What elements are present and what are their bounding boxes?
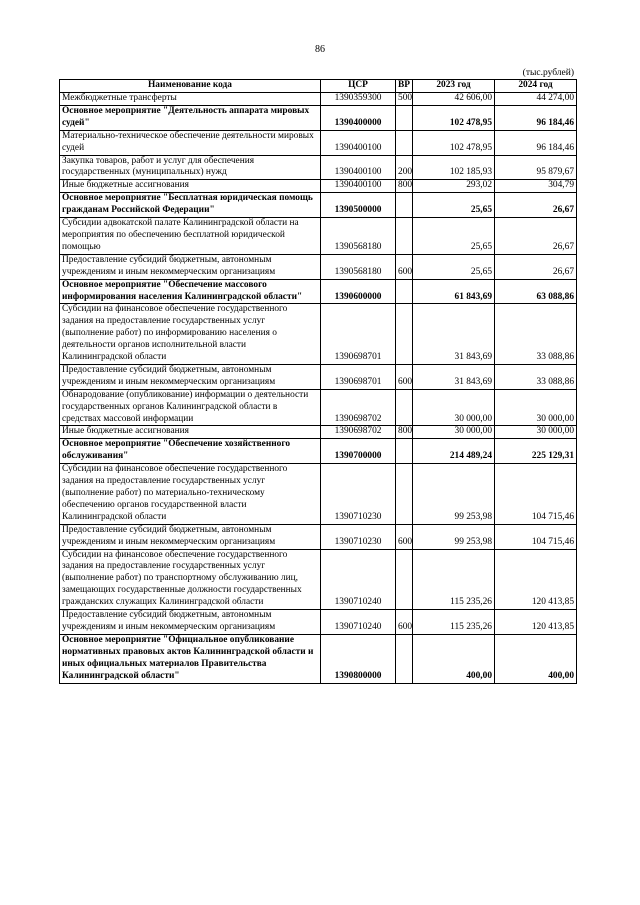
cell-2024: 400,00 bbox=[495, 634, 577, 683]
cell-vr bbox=[396, 193, 413, 218]
cell-name: Субсидии на финансовое обеспечение государственного задания на предоставление государственных услуг (выполнение работ) по транспортному обслуживанию лиц, замещающих государственные должности государственных гражданских служащих Калининградской области bbox=[60, 549, 321, 610]
table-row bbox=[60, 218, 577, 255]
cell-2023: 102 478,95 bbox=[413, 105, 495, 130]
cell-vr: 200 bbox=[396, 155, 413, 180]
cell-csr: 1390500000 bbox=[321, 193, 396, 218]
cell-vr: 800 bbox=[396, 426, 413, 439]
cell-2023: 31 843,69 bbox=[413, 364, 495, 389]
cell-csr: 1390568180 bbox=[321, 218, 396, 255]
cell-csr: 1390710230 bbox=[321, 464, 396, 525]
table-row bbox=[60, 105, 577, 130]
cell-2024: 33 088,86 bbox=[495, 364, 577, 389]
table-row bbox=[60, 155, 577, 180]
cell-csr: 1390698701 bbox=[321, 364, 396, 389]
table-row bbox=[60, 634, 577, 683]
cell-2023: 30 000,00 bbox=[413, 389, 495, 426]
cell-csr: 1390710240 bbox=[321, 549, 396, 610]
cell-vr: 500 bbox=[396, 93, 413, 106]
cell-2023: 115 235,26 bbox=[413, 549, 495, 610]
cell-csr: 1390600000 bbox=[321, 279, 396, 304]
header-2023: 2023 год bbox=[413, 80, 495, 93]
table-row bbox=[60, 93, 577, 106]
cell-2024: 95 879,67 bbox=[495, 155, 577, 180]
cell-2023: 31 843,69 bbox=[413, 304, 495, 365]
cell-2023: 99 253,98 bbox=[413, 464, 495, 525]
table-row bbox=[60, 524, 577, 549]
cell-csr: 1390400100 bbox=[321, 180, 396, 193]
cell-2024: 63 088,86 bbox=[495, 279, 577, 304]
cell-name: Предоставление субсидий бюджетным, автономным учреждениям и иным некоммерческим организациям bbox=[60, 524, 321, 549]
cell-vr: 600 bbox=[396, 254, 413, 279]
table-header-row bbox=[60, 80, 577, 93]
cell-name: Предоставление субсидий бюджетным, автономным учреждениям и иным некоммерческим организациям bbox=[60, 364, 321, 389]
cell-name: Предоставление субсидий бюджетным, автономным учреждениям и иным некоммерческим организациям bbox=[60, 254, 321, 279]
cell-2023: 214 489,24 bbox=[413, 439, 495, 464]
cell-2024: 96 184,46 bbox=[495, 130, 577, 155]
cell-csr: 1390698702 bbox=[321, 426, 396, 439]
header-vr: ВР bbox=[396, 80, 413, 93]
cell-2024: 104 715,46 bbox=[495, 464, 577, 525]
cell-csr: 1390698702 bbox=[321, 389, 396, 426]
cell-csr: 1390400100 bbox=[321, 130, 396, 155]
cell-2024: 225 129,31 bbox=[495, 439, 577, 464]
cell-2023: 99 253,98 bbox=[413, 524, 495, 549]
cell-name: Основное мероприятие "Бесплатная юридическая помощь гражданам Российской Федерации" bbox=[60, 193, 321, 218]
cell-name: Основное мероприятие "Обеспечение массового информирования населения Калининградской области" bbox=[60, 279, 321, 304]
header-name: Наименование кода bbox=[60, 80, 321, 93]
cell-2024: 26,67 bbox=[495, 193, 577, 218]
cell-vr bbox=[396, 389, 413, 426]
cell-2023: 115 235,26 bbox=[413, 610, 495, 635]
cell-2023: 102 478,95 bbox=[413, 130, 495, 155]
budget-table bbox=[59, 79, 577, 684]
header-csr: ЦСР bbox=[321, 80, 396, 93]
cell-2023: 400,00 bbox=[413, 634, 495, 683]
cell-csr: 1390400000 bbox=[321, 105, 396, 130]
cell-vr bbox=[396, 304, 413, 365]
table-row bbox=[60, 130, 577, 155]
table-row bbox=[60, 279, 577, 304]
cell-csr: 1390710230 bbox=[321, 524, 396, 549]
cell-2023: 25,65 bbox=[413, 193, 495, 218]
table-row bbox=[60, 389, 577, 426]
cell-2024: 26,67 bbox=[495, 254, 577, 279]
cell-csr: 1390800000 bbox=[321, 634, 396, 683]
table-row bbox=[60, 426, 577, 439]
cell-2023: 61 843,69 bbox=[413, 279, 495, 304]
table-row bbox=[60, 254, 577, 279]
cell-2024: 304,79 bbox=[495, 180, 577, 193]
cell-vr bbox=[396, 105, 413, 130]
cell-name: Субсидии на финансовое обеспечение государственного задания на предоставление государственных услуг (выполнение работ) по материально-техническому обеспечению органов государственной власти Калининградской области bbox=[60, 464, 321, 525]
cell-name: Основное мероприятие "Деятельность аппарата мировых судей" bbox=[60, 105, 321, 130]
cell-csr: 1390568180 bbox=[321, 254, 396, 279]
cell-2024: 120 413,85 bbox=[495, 549, 577, 610]
cell-csr: 1390400100 bbox=[321, 155, 396, 180]
units-label: (тыс.рублей) bbox=[522, 68, 574, 78]
cell-name: Материально-техническое обеспечение деятельности мировых судей bbox=[60, 130, 321, 155]
page-number: 86 bbox=[315, 44, 325, 55]
cell-vr: 600 bbox=[396, 524, 413, 549]
cell-name: Предоставление субсидий бюджетным, автономным учреждениям и иным некоммерческим организациям bbox=[60, 610, 321, 635]
cell-2023: 293,02 bbox=[413, 180, 495, 193]
cell-name: Основное мероприятие "Официальное опубликование нормативных правовых актов Калининградской области и иных официальных материалов Правительства Калининградской области" bbox=[60, 634, 321, 683]
cell-2023: 25,65 bbox=[413, 218, 495, 255]
cell-vr bbox=[396, 549, 413, 610]
cell-vr bbox=[396, 439, 413, 464]
cell-name: Иные бюджетные ассигнования bbox=[60, 180, 321, 193]
cell-name: Субсидии адвокатской палате Калининградской области на мероприятия по обеспечению бесплатной юридической помощью bbox=[60, 218, 321, 255]
cell-vr: 800 bbox=[396, 180, 413, 193]
cell-2024: 30 000,00 bbox=[495, 426, 577, 439]
cell-name: Закупка товаров, работ и услуг для обеспечения государственных (муниципальных) нужд bbox=[60, 155, 321, 180]
cell-vr bbox=[396, 464, 413, 525]
cell-vr: 600 bbox=[396, 610, 413, 635]
table-row bbox=[60, 549, 577, 610]
cell-name: Основное мероприятие "Обеспечение хозяйственного обслуживания" bbox=[60, 439, 321, 464]
cell-vr bbox=[396, 218, 413, 255]
cell-2023: 42 606,00 bbox=[413, 93, 495, 106]
table-row bbox=[60, 304, 577, 365]
cell-csr: 1390698701 bbox=[321, 304, 396, 365]
cell-name: Иные бюджетные ассигнования bbox=[60, 426, 321, 439]
cell-2024: 44 274,00 bbox=[495, 93, 577, 106]
header-2024: 2024 год bbox=[495, 80, 577, 93]
cell-2024: 30 000,00 bbox=[495, 389, 577, 426]
cell-csr: 1390700000 bbox=[321, 439, 396, 464]
cell-vr bbox=[396, 279, 413, 304]
cell-2024: 104 715,46 bbox=[495, 524, 577, 549]
cell-2024: 26,67 bbox=[495, 218, 577, 255]
cell-name: Межбюджетные трансферты bbox=[60, 93, 321, 106]
table-row bbox=[60, 610, 577, 635]
cell-vr: 600 bbox=[396, 364, 413, 389]
table-row bbox=[60, 180, 577, 193]
cell-name: Обнародование (опубликование) информации о деятельности государственных органов Калининградской области в средствах массовой информации bbox=[60, 389, 321, 426]
cell-vr bbox=[396, 634, 413, 683]
table-row bbox=[60, 193, 577, 218]
cell-csr: 1390359300 bbox=[321, 93, 396, 106]
table-row bbox=[60, 364, 577, 389]
cell-name: Субсидии на финансовое обеспечение государственного задания на предоставление государственных услуг (выполнение работ) по информированию населения о деятельности органов исполнительной власти Калининградской области bbox=[60, 304, 321, 365]
cell-2024: 120 413,85 bbox=[495, 610, 577, 635]
cell-2023: 25,65 bbox=[413, 254, 495, 279]
cell-vr bbox=[396, 130, 413, 155]
cell-2024: 96 184,46 bbox=[495, 105, 577, 130]
table-row bbox=[60, 439, 577, 464]
cell-2023: 102 185,93 bbox=[413, 155, 495, 180]
cell-2023: 30 000,00 bbox=[413, 426, 495, 439]
cell-csr: 1390710240 bbox=[321, 610, 396, 635]
table-row bbox=[60, 464, 577, 525]
cell-2024: 33 088,86 bbox=[495, 304, 577, 365]
